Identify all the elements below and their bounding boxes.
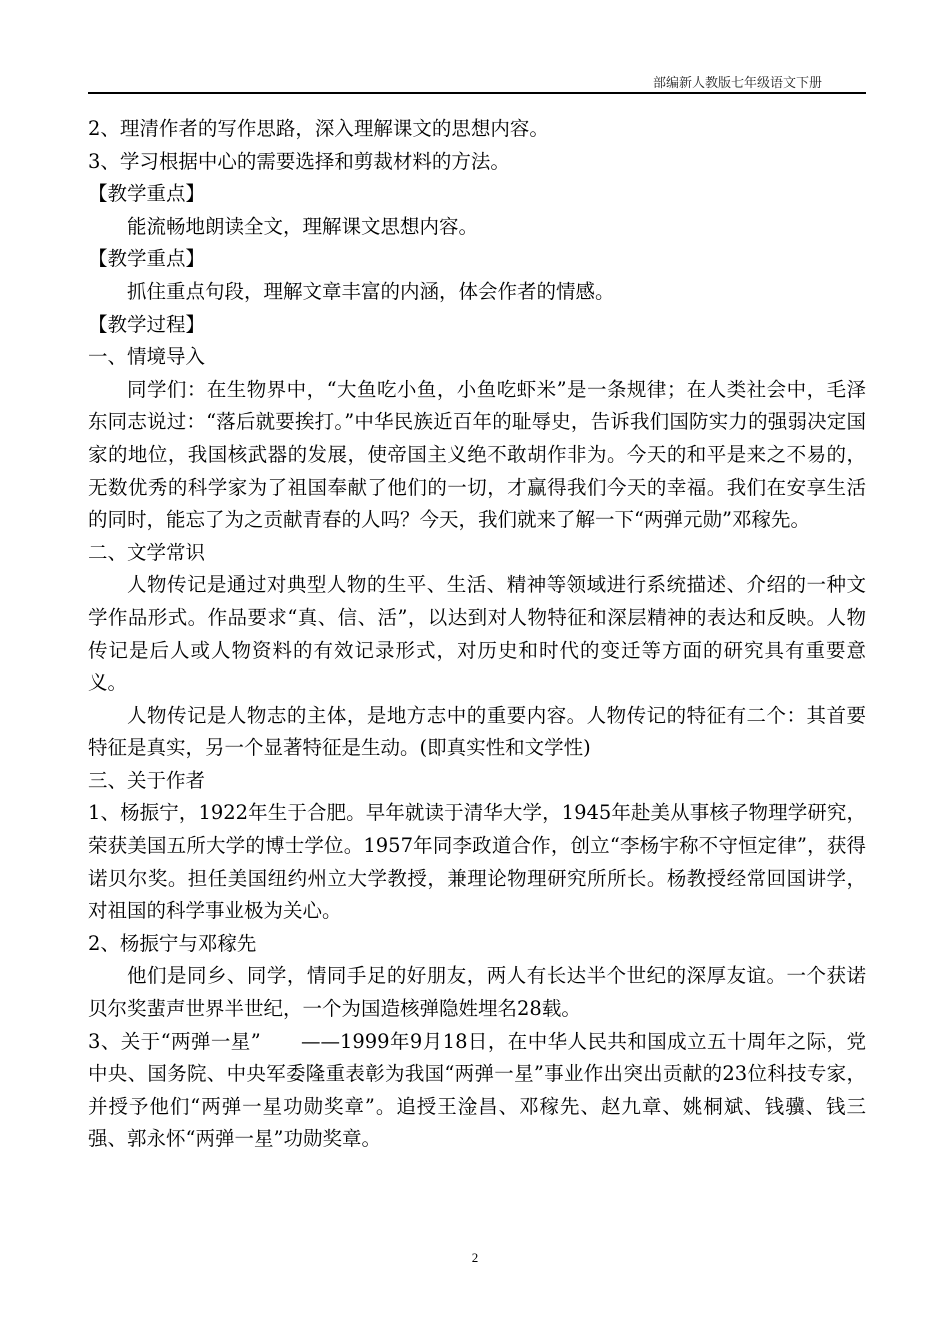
document-body xyxy=(88,113,866,1156)
goal-item-3: 3、学习根据中心的需要选择和剪裁材料的方法。 xyxy=(88,149,510,173)
section-heading-literary: 二、文学常识 xyxy=(88,540,206,564)
author-item-3: 3、关于“两弹一星” ——1999年9月18日，在中华人民共和国成立五十周年之际，党中央、国务院、中央军委隆重表彰为我国“两弹一星”事业作出突出贡献的23位科技专家，并授予他们“两弹一星功勋奖章”。追授王淦昌、邓稼先、赵九章、姚桐斌、钱骥、钱三强、郭永怀“两弹一星”功勋奖章。 xyxy=(88,1029,866,1151)
difficulty-text: 抓住重点句段，理解文章丰富的内涵，体会作者的情感。 xyxy=(127,279,615,303)
section-text-intro: 同学们：在生物界中，“大鱼吃小鱼，小鱼吃虾米”是一条规律；在人类社会中，毛泽东同志说过：“落后就要挨打。”中华民族近百年的耻辱史，告诉我们国防实力的强弱决定国家的地位，我国核武器的发展，使帝国主义绝不敢胡作非为。今天的和平是来之不易的，无数优秀的科学家为了祖国奉献了他们的一切，才赢得我们今天的幸福。我们在安享生活的同时，能忘了为之贡献青春的人吗？今天，我们就来了解一下“两弹元勋”邓稼先。 xyxy=(88,377,866,532)
section-text-literary-2: 人物传记是人物志的主体，是地方志中的重要内容。人物传记的特征有二个：其首要特征是真实，另一个显著特征是生动。(即真实性和文学性) xyxy=(88,703,866,760)
key-point-text: 能流畅地朗读全文，理解课文思想内容。 xyxy=(127,214,479,238)
author-item-1: 1、杨振宁，1922年生于合肥。早年就读于清华大学，1945年赴美从事核子物理学研究，荣获美国五所大学的博士学位。1957年同李政道合作，创立“李杨宇称不守恒定律”，获得诺贝尔奖。担任美国纽约州立大学教授，兼理论物理研究所所长。杨教授经常回国讲学，对祖国的科学事业极为关心。 xyxy=(88,801,866,923)
section-heading-author: 三、关于作者 xyxy=(88,768,206,792)
process-heading: 【教学过程】 xyxy=(88,312,206,336)
author-item-2-heading: 2、杨振宁与邓稼先 xyxy=(88,931,257,955)
page-header-title: 部编新人教版七年级语文下册 xyxy=(652,76,822,91)
key-point-heading: 【教学重点】 xyxy=(88,182,206,206)
goal-item-2: 2、理清作者的写作思路，深入理解课文的思想内容。 xyxy=(88,117,549,140)
page-number: 2 xyxy=(471,1250,479,1265)
section-text-literary-1: 人物传记是通过对典型人物的生平、生活、精神等领域进行系统描述、介绍的一种文学作品形式。作品要求“真、信、活”，以达到对人物特征和深层精神的表达和反映。人物传记是后人或人物资料的有效记录形式，对历史和时代的变迁等方面的研究具有重要意义。 xyxy=(88,573,866,695)
header-divider xyxy=(88,92,866,94)
section-heading-intro: 一、情境导入 xyxy=(88,345,206,369)
difficulty-heading: 【教学重点】 xyxy=(88,247,206,271)
author-item-2-text: 他们是同乡、同学，情同手足的好朋友，两人有长达半个世纪的深厚友谊。一个获诺贝尔奖蜚声世界半世纪，一个为国造核弹隐姓埋名28载。 xyxy=(88,964,866,1021)
